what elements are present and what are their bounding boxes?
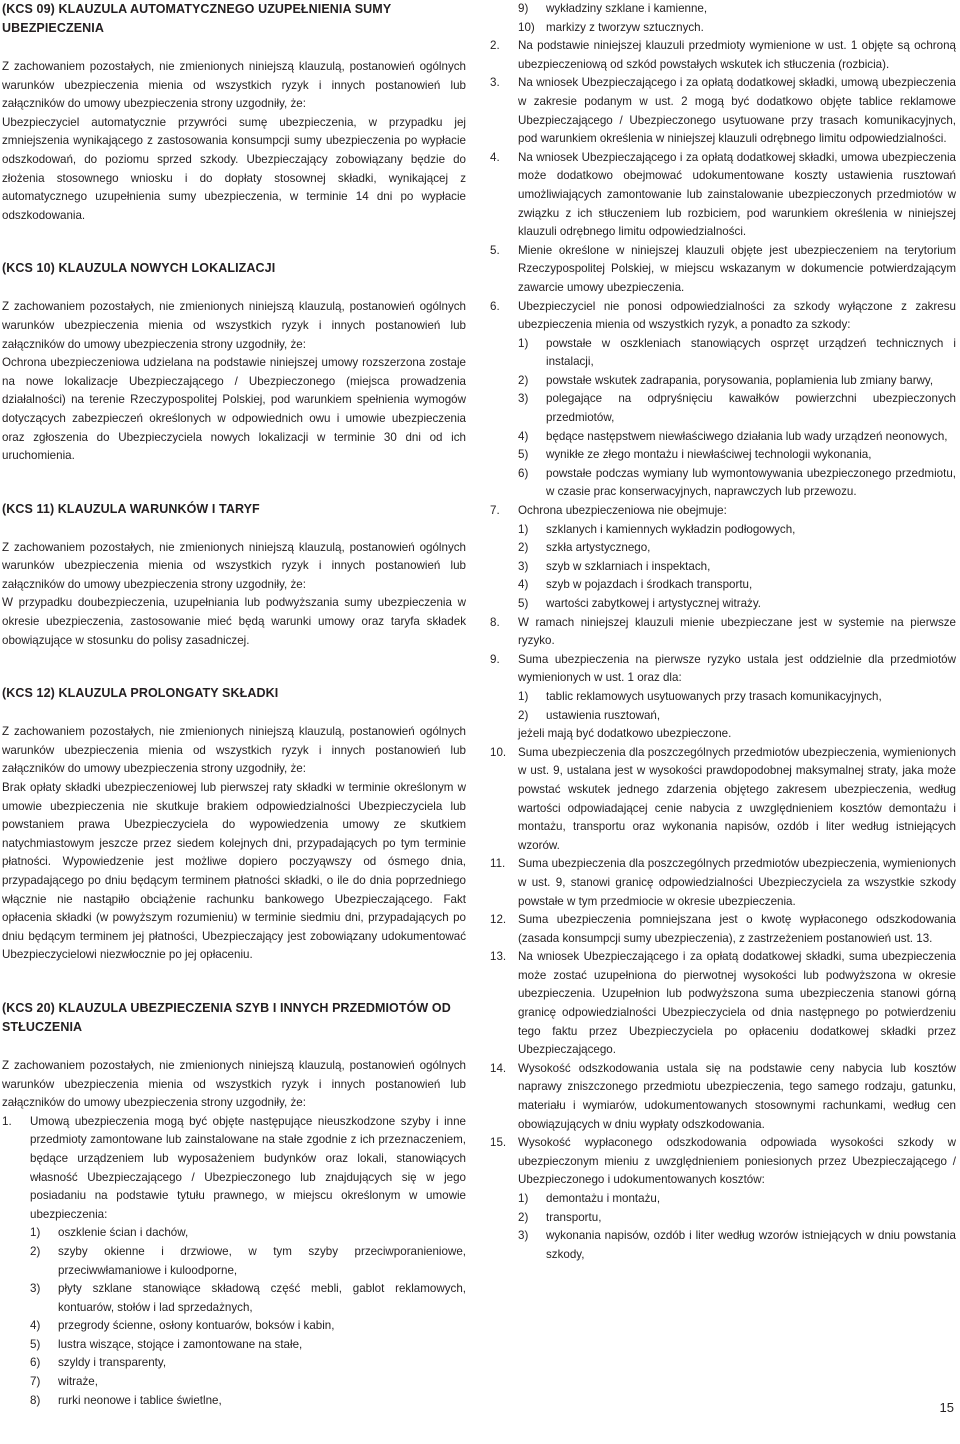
item-text: W ramach niniejszej klauzuli mienie ubezpieczane jest w systemie na pierwsze ryzyko. <box>518 615 956 648</box>
item-text: powstałe podczas wymiany lub wymontowywania ubezpieczonego przedmiotu, w czasie prac konserwacyjnych, naprawczych lub przewozu. <box>546 466 956 499</box>
item-number: 1) <box>518 336 529 350</box>
list-item-trailer: jeżeli mają być dodatkowo ubezpieczone. <box>518 727 732 741</box>
sub-list-item <box>490 688 956 707</box>
clause-section <box>2 500 466 651</box>
sub-list-item <box>490 335 956 372</box>
item-number: 15. <box>490 1136 507 1150</box>
item-text: szyby okienne i drzwiowe, w tym szyby przeciwporanieniowe, przeciwwłamaniowe i kuloodporne, <box>58 1244 466 1277</box>
list-item <box>490 855 956 911</box>
right-column <box>490 0 956 1264</box>
item-number: 3) <box>30 1282 41 1296</box>
item-number: 4. <box>490 150 500 164</box>
list-item <box>490 502 956 521</box>
sub-list-item <box>490 1190 956 1209</box>
item-number: 2) <box>518 541 529 555</box>
item-text: demontażu i montażu, <box>546 1192 661 1205</box>
item-text: wynikłe ze złego montażu i niewłaściwej technologii wykonania, <box>546 448 872 462</box>
clause-list-continued <box>490 0 956 1264</box>
item-text: Ubezpieczyciel nie ponosi odpowiedzialności za szkody wyłączone z zakresu ubezpieczenia mienia od wszystkich ryzyk, a ponadto za szkody: <box>518 299 956 332</box>
clause-intro: Z zachowaniem pozostałych, nie zmienionych niniejszą klauzulą, postanowień ogólnych warunków ubezpieczenia mienia od wszystkich ryzyk i innych postanowień lub załączników do umowy ubezpieczenia strony uzgodniły, że: <box>2 1058 466 1110</box>
item-text: szyldy i transparenty, <box>58 1356 167 1370</box>
item-number: 5) <box>518 448 529 462</box>
list-item <box>490 242 956 298</box>
clause-body: Ochrona ubezpieczeniowa udzielana na podstawie niniejszej umowy rozszerzona zostaje na nowe lokalizacje Ubezpieczającego / Ubezpieczonego (miejsca prowadzenia działalności) na terenie Rzeczypospolitej Polskiej, pod warunkiem spełnienia wymogów dotyczących zabezpieczeń określonych w odpowiednich owu i umowie ubezpieczenia oraz zgłoszenia do Ubezpieczyciela nowych lokalizacji w terminie 30 dni od ich uruchomienia. <box>2 356 466 463</box>
list-item <box>490 37 956 74</box>
clause-intro: Z zachowaniem pozostałych, nie zmienionych niniejszą klauzulą, postanowień ogólnych warunków ubezpieczenia mienia od wszystkich ryzyk i innych postanowień lub załączników do umowy ubezpieczenia strony uzgodniły, że: <box>2 540 466 591</box>
item-number: 3) <box>518 392 529 406</box>
item-text: szklanych i kamiennych wykładzin podłogowych, <box>546 522 796 536</box>
item-number: 1) <box>518 689 529 703</box>
clause-intro: Z zachowaniem pozostałych, nie zmienionych niniejszą klauzulą, postanowień ogólnych warunków ubezpieczenia mienia od wszystkich ryzyk i innych postanowień lub załączników do umowy ubezpieczenia strony uzgodniły, że: <box>2 60 466 111</box>
item-text: powstałe w oszkleniach stanowiących osprzęt urządzeń technicznych i instalacji, <box>546 336 956 369</box>
clause-section <box>2 684 466 965</box>
item-text: polegające na odpryśnięciu kawałków powierzchni ubezpieczonych przedmiotów, <box>546 392 956 425</box>
item-text: Umową ubezpieczenia mogą być objęte następujące nieuszkodzone szyby i inne przedmioty zamontowane lub zainstalowane na stałe zgodnie z ich przeznaczeniem, będące urządzeniem lub wyposażeniem budynków oraz lokali, stanowiących własność Ubezpieczającego / Ubezpieczonego lub znajdujących się w jego posiadaniu na podstawie tytułu prawnego, w miejscu określonym w umowie ubezpieczenia: <box>30 1114 466 1221</box>
item-number: 3) <box>518 559 529 573</box>
item-number: 4) <box>518 578 529 592</box>
item-text: lustra wiszące, stojące i zamontowane na stałe, <box>58 1337 303 1351</box>
item-text: Na wniosek Ubezpieczającego i za opłatą dodatkowej składki, umową ubezpieczenia w zakresie podanym w ust. 2 mogą być dodatkowo objęte tablice reklamowe Ubezpieczającego / Ubezpieczonego usytuowane przy trasach komunikacyjnych, pod warunkiem określenia w niniejszej klauzuli odrębnego limitu odpowiedzialności. <box>518 76 956 146</box>
sub-list-item <box>490 390 956 427</box>
item-text: Mienie określone w niniejszej klauzuli objęte jest ubezpieczeniem na terytorium Rzeczypospolitej Polskiej, w miejscu wskazanym w dokumencie potwierdzającym zawarcie umowy ubezpieczenia. <box>518 243 956 294</box>
sub-list-item <box>490 1227 956 1264</box>
item-text: rurki neonowe i tablice świetlne, <box>58 1393 222 1407</box>
clause-title: (KCS 09) KLAUZULA AUTOMATYCZNEGO UZUPEŁNIENIA SUMY UBEZPIECZENIA <box>2 2 392 35</box>
clause-body: Ubezpieczyciel automatycznie przywróci sumę ubezpieczenia, w przypadku jej zmniejszenia wynikającego z zastosowania konsumpcji sumy ubezpieczenia po wypłacie odszkodowań, do poziomu sprzed szkody. Ubezpieczający zobowiązany będzie do złożenia stosownego wniosku i do dopłaty stosownej składki, wynikającej z automatycznego uzupełnienia sumy ubezpieczenia, w terminie 14 dni po wypłacie odszkodowania. <box>2 115 466 222</box>
sub-list-item <box>2 1373 466 1392</box>
item-number: 1) <box>30 1226 41 1240</box>
clause-intro: Z zachowaniem pozostałych, nie zmienionych niniejszą klauzulą, postanowień ogólnych warunków ubezpieczenia mienia od wszystkich ryzyk i innych postanowień lub załączników do umowy ubezpieczenia strony uzgodniły, że: <box>2 725 466 776</box>
item-text: Suma ubezpieczenia dla poszczególnych przedmiotów ubezpieczenia, wymienionych w ust. 9, stanowi granicę odpowiedzialności Ubezpieczyciela za wszystkie szkody powstałe w tym przedmiocie w okresie ubezpieczenia. <box>518 857 956 908</box>
sub-list-item <box>490 428 956 447</box>
page-number: 15 <box>939 1400 954 1415</box>
sub-list-item <box>2 1336 466 1355</box>
clause-intro: Z zachowaniem pozostałych, nie zmienionych niniejszą klauzulą, postanowień ogólnych warunków ubezpieczenia mienia od wszystkich ryzyk i innych postanowień lub załączników do umowy ubezpieczenia strony uzgodniły, że: <box>2 300 466 351</box>
item-text: powstałe wskutek zadrapania, porysowania, poplamienia lub zmiany barwy, <box>546 373 934 387</box>
left-column <box>2 0 466 1444</box>
sub-list-item <box>490 558 956 577</box>
sub-list-item <box>490 1209 956 1228</box>
list-item <box>490 1134 956 1190</box>
item-number: 2. <box>490 39 500 53</box>
clause-title: (KCS 12) KLAUZULA PROLONGATY SKŁADKI <box>2 686 279 701</box>
item-number: 5) <box>30 1337 41 1351</box>
item-number: 8) <box>30 1393 41 1407</box>
list-item <box>490 149 956 242</box>
sub-list-item <box>490 0 956 19</box>
item-number: 5) <box>518 597 529 610</box>
sub-list-item <box>490 521 956 540</box>
sub-list-item <box>490 595 956 614</box>
clause-section <box>2 999 466 1410</box>
list-item <box>490 614 956 651</box>
item-text: markizy z tworzyw sztucznych. <box>546 20 704 34</box>
item-text: Wysokość odszkodowania ustala się na podstawie ceny nabycia lub kosztów naprawy zniszczonego przedmiotu ubezpieczenia, tego samego rodzaju, gatunku, materiału i wymiarów, udokumentowanych stosownymi rachunkami, według cen obowiązujących w dniu wypłaty odszkodowania. <box>518 1061 956 1131</box>
item-number: 6. <box>490 299 500 313</box>
item-text: witraże, <box>58 1375 98 1389</box>
sub-list-item <box>490 576 956 595</box>
item-text: szyb w szklarniach i inspektach, <box>546 559 711 573</box>
item-number: 2) <box>518 1210 529 1224</box>
item-number: 1) <box>518 522 529 536</box>
item-number: 9. <box>490 652 500 666</box>
item-number: 5. <box>490 243 500 257</box>
item-number: 10. <box>490 745 507 759</box>
list-item <box>490 298 956 335</box>
clause-title: (KCS 20) KLAUZULA UBEZPIECZENIA SZYB I INNYCH PRZEDMIOTÓW OD STŁUCZENIA <box>2 1000 451 1034</box>
list-item <box>490 74 956 148</box>
sub-list-item <box>490 465 956 502</box>
item-text: szkła artystycznego, <box>546 541 651 555</box>
item-number: 7) <box>30 1375 41 1389</box>
sub-list-item <box>2 1317 466 1336</box>
item-number: 8. <box>490 615 500 629</box>
sub-list-item <box>490 372 956 391</box>
item-number: 2) <box>518 373 529 387</box>
item-text: Na wniosek Ubezpieczającego i za opłatą dodatkowej składki, umowa ubezpieczenia może dodatkowo obejmować udokumentowane koszty ustawienia rusztowań umożliwiających zamontowanie lub zainstalowanie ubezpieczonych przedmiotów w związku z ich stłuczeniem lub rozbiciem, pod warunkiem określenia w niniejszej klauzuli odrębnego limitu odpowiedzialności. <box>518 150 956 239</box>
item-number: 6) <box>518 466 529 480</box>
item-text: będące następstwem niewłaściwego działania lub wady urządzeń neonowych, <box>546 429 948 443</box>
item-number: 13. <box>490 950 507 964</box>
item-text: ustawienia rusztowań, <box>546 708 661 722</box>
item-text: oszklenie ścian i dachów, <box>58 1226 189 1240</box>
item-number: 2) <box>30 1244 41 1258</box>
sub-list-item <box>490 707 956 726</box>
item-text: Ochrona ubezpieczeniowa nie obejmuje: <box>518 504 727 518</box>
item-number: 14. <box>490 1061 507 1075</box>
list-item <box>490 948 956 1060</box>
item-text: wykładziny szklane i kamienne, <box>546 2 708 15</box>
item-text: płyty szklane stanowiące składową część mebli, gablot reklamowych, kontuarów, stołów i lad sprzedażnych, <box>58 1282 466 1314</box>
sub-list-item <box>490 19 956 38</box>
item-number: 1) <box>518 1192 529 1205</box>
item-text: Wysokość wypłaconego odszkodowania odpowiada wysokości szkody w ubezpieczonym mieniu z uwzględnieniem poniesionych przez Ubezpieczającego / Ubezpieczonego i udokumentowanych kosztów: <box>518 1136 956 1187</box>
item-number: 3) <box>518 1229 529 1243</box>
item-number: 12. <box>490 913 507 927</box>
item-text: Suma ubezpieczenia na pierwsze ryzyko ustala jest oddzielnie dla przedmiotów wymienionych w ust. 1 oraz dla: <box>518 652 956 685</box>
clause-section <box>2 0 466 225</box>
sub-list-item <box>490 539 956 558</box>
item-text: szyb w pojazdach i środkach transportu, <box>546 578 753 592</box>
clause-title: (KCS 10) KLAUZULA NOWYCH LOKALIZACJI <box>2 261 276 276</box>
sub-list-item <box>2 1224 466 1243</box>
sub-list-item <box>490 446 956 465</box>
item-number: 3. <box>490 76 500 90</box>
item-text: Na wniosek Ubezpieczającego i za opłatą dodatkowej składki, suma ubezpieczenia może zostać uzupełniona do pierwotnej wysokości lub podwyższona w okresie ubezpieczenia. Uzupełnion lub podwyższona suma ubezpieczenia stanowi górną granicę odpowiedzialności Ubezpieczyciela od dnia następnego po potwierdzeniu tego faktu przez Ubezpieczyciela po opłaceniu dodatkowej składki przez Ubezpieczającego. <box>518 950 956 1057</box>
item-number: 4) <box>30 1319 41 1333</box>
sub-list-item <box>2 1354 466 1373</box>
item-number: 6) <box>30 1356 41 1370</box>
sub-list-item <box>2 1392 466 1411</box>
item-number: 11. <box>490 857 506 871</box>
item-text: transportu, <box>546 1210 602 1224</box>
item-text: przegrody ścienne, osłony kontuarów, boksów i kabin, <box>58 1319 335 1333</box>
clause-list <box>2 1113 466 1411</box>
item-number: 10) <box>518 20 535 34</box>
list-item <box>490 1060 956 1134</box>
item-number: 2) <box>518 708 529 722</box>
list-item <box>2 1113 466 1225</box>
clause-section <box>2 259 466 465</box>
clause-title: (KCS 11) KLAUZULA WARUNKÓW I TARYF <box>2 501 260 516</box>
item-text: Na podstawie niniejszej klauzuli przedmioty wymienione w ust. 1 objęte są ochroną ubezpieczeniową od szkód powstałych wskutek ich stłuczenia (rozbicia). <box>518 39 956 71</box>
item-number: 9) <box>518 2 529 15</box>
list-item <box>490 651 956 688</box>
item-text: wartości zabytkowej i artystycznej witraży. <box>546 597 761 610</box>
item-text: Suma ubezpieczenia pomniejszana jest o kwotę wypłaconego odszkodowania (zasada konsumpcji sumy ubezpieczenia), z zastrzeżeniem postanowień ust. 13. <box>518 913 956 945</box>
sub-list-item <box>2 1280 466 1317</box>
list-item <box>490 911 956 948</box>
item-number: 4) <box>518 429 529 443</box>
item-number: 1. <box>2 1114 12 1128</box>
sub-list-item <box>2 1243 466 1280</box>
item-text: tablic reklamowych usytuowanych przy trasach komunikacyjnych, <box>546 689 882 703</box>
clause-body: W przypadku doubezpieczenia, uzupełniania lub podwyższania sumy ubezpieczenia w okresie ubezpieczenia, zastosowanie mieć będą warunki umowy oraz taryfa składek obowiązujące w stosunku do polisy zasadniczej. <box>2 596 466 647</box>
item-number: 7. <box>490 504 500 518</box>
item-text: wykonania napisów, ozdób i liter według wzorów istniejących w dniu powstania szkody, <box>546 1229 956 1261</box>
clause-body: Brak opłaty składki ubezpieczeniowej lub pierwszej raty składki w terminie określonym w umowie ubezpieczenia nie skutkuje brakiem odpowiedzialności Ubezpieczyciela lub powstaniem prawa Ubezpieczyciela do wypowiedzenia umowy ze skutkiem natychmiastowym jeszcze przez siedem kolejnych dni, przypadających po tym terminie płatności. Wypowiedzenie jest możliwe dopiero poczyąwszy od ósmego dnia, przypadającego po dniu będącym terminem płatności składki, o ile do dnia poprzedniego włącznie nie nastąpiło obciążenie rachunku bankowego Ubezpieczającego. Fakt opłacenia składki (w powyższym rozumieniu) w terminie siedmiu dni, przypadających po dniu będącym terminem jej płatności, Ubezpieczający jest zobowiązany udokumentować Ubezpieczycielowi niezwłocznie po jej opłaceniu. <box>2 781 466 962</box>
list-item <box>490 744 956 856</box>
item-text: Suma ubezpieczenia dla poszczególnych przedmiotów ubezpieczenia, wymienionych w ust. 9, ustalana jest w wysokości prawdopodobnej maksymalnej straty, jaka może powstać wskutek jednego zdarzenia objętego zakresem ubezpieczenia, według wartości odpowiadającej cenie nabycia z uwzględnieniem kosztów demontażu i montażu, transportu oraz wykonania napisów, ozdób i liter według istniejących wzorów. <box>518 745 956 852</box>
